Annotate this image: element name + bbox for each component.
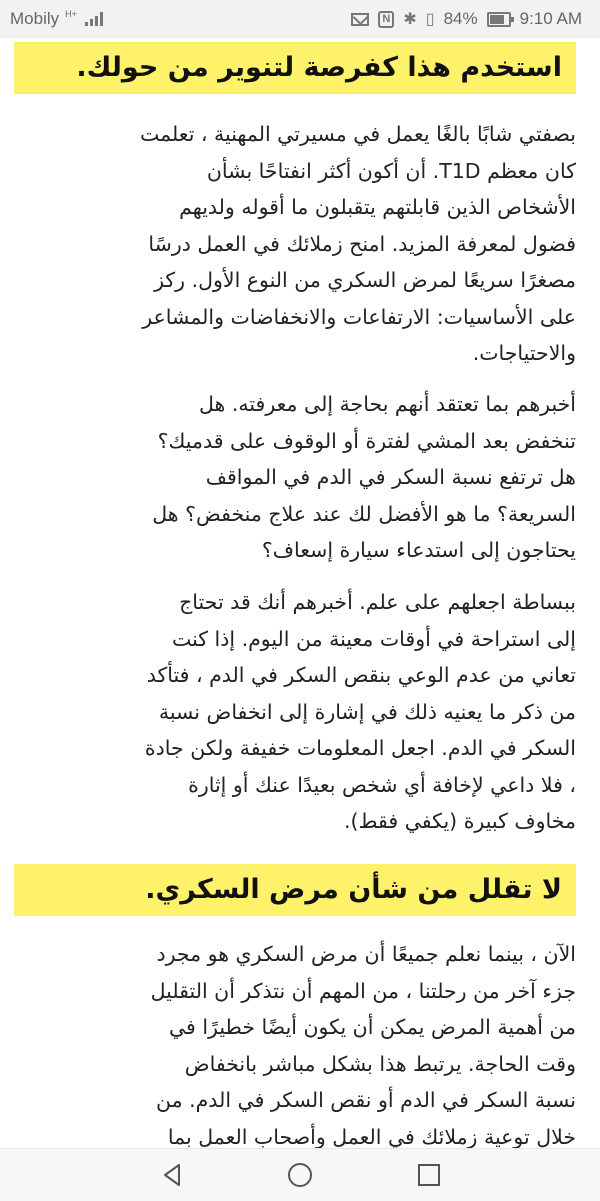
paragraph-1 — [10, 116, 576, 372]
text-line: أخبرهم بما تعتقد أنهم بحاجة إلى معرفته. هل — [198, 392, 576, 416]
text-line: مخاوف كبيرة (يكفي فقط). — [344, 809, 576, 833]
vibrate-icon: ▯ — [425, 11, 435, 28]
carrier-name: Mobily — [10, 9, 60, 28]
text-line: بصفتي شابًا بالغًا يعمل في مسيرتي المهنية ، تعلمت — [140, 122, 576, 146]
text-line: هل ترتفع نسبة السكر في الدم في المواقف — [205, 465, 576, 489]
text-line: إلى استراحة في أوقات معينة من اليوم. إذا كنت — [171, 626, 576, 651]
back-icon — [160, 1162, 186, 1188]
home-button[interactable] — [287, 1162, 313, 1188]
text-line: خلال توعية زملائك في العمل وأصحاب العمل بما — [167, 1124, 576, 1148]
status-right — [351, 9, 582, 29]
navigation-bar — [0, 1148, 600, 1201]
text-line: تعاني من عدم الوعي بنقص السكر في الدم ، فتأكد — [146, 663, 576, 687]
status-bar — [0, 0, 600, 38]
text-line: نسبة السكر في الدم أو نقص السكر في الدم. من — [156, 1088, 576, 1112]
text-line: ، فلا داعي لإخافة أي شخص بعيدًا عنك أو إثارة — [188, 772, 576, 797]
text-line: السكر في الدم. اجعل المعلومات خفيفة ولكن جادة — [144, 736, 576, 760]
back-button[interactable] — [160, 1162, 186, 1188]
email-icon — [351, 13, 369, 26]
signal-icon — [85, 12, 103, 26]
paragraph-4 — [10, 936, 576, 1148]
text-line: وقت الحاجة. يرتبط هذا بشكل مباشر بانخفاض — [184, 1051, 576, 1076]
text-line: والاحتياجات. — [472, 341, 576, 365]
article-content — [0, 38, 600, 1148]
text-line: كان معظم T1D. أن أكون أكثر انفتاحًا بشأن — [206, 158, 576, 183]
text-line: تنخفض بعد المشي لفترة أو الوقوف على قدميك؟ — [157, 428, 576, 453]
text-line: على الأساسيات: الارتفاعات والانخفاضات والمشاعر — [142, 304, 576, 329]
section-heading: لا تقلل من شأن مرض السكري. — [14, 864, 576, 916]
text-line: السريعة؟ ما هو الأفضل لك عند علاج منخفض؟ هل — [152, 501, 576, 526]
bluetooth-icon: ✱ — [403, 11, 417, 28]
section-heading: استخدم هذا كفرصة لتنوير من حولك. — [14, 42, 576, 94]
text-line: فضول لمعرفة المزيد. امنح زملائك في العمل درسًا — [148, 231, 576, 256]
network-type: H+ — [65, 8, 77, 19]
text-line: مصغرًا سريعًا لمرض السكري من النوع الأول. ركز — [154, 268, 576, 292]
text-line: من أهمية المرض يمكن أن يكون أيضًا خطيرًا في — [168, 1015, 576, 1039]
recents-button[interactable] — [416, 1162, 442, 1188]
nfc-icon: N — [378, 11, 394, 28]
text-line: من ذكر ما يعنيه ذلك في إشارة إلى انخفاض نسبة — [158, 699, 576, 724]
home-icon — [287, 1162, 313, 1188]
recents-icon — [416, 1162, 442, 1188]
text-line: الآن ، بينما نعلم جميعًا أن مرض السكري هو مجرد — [156, 942, 576, 966]
battery-icon — [487, 12, 511, 27]
text-line: يحتاجون إلى استدعاء سيارة إسعاف؟ — [261, 538, 576, 562]
battery-percent: 84% — [443, 9, 478, 28]
text-line: جزء آخر من رحلتنا ، من المهم أن نتذكر أن التقليل — [150, 978, 576, 1003]
status-left — [10, 9, 103, 29]
text-line: ببساطة اجعلهم على علم. أخبرهم أنك قد تحتاج — [179, 590, 576, 614]
clock: 9:10 AM — [519, 9, 582, 28]
paragraph-3 — [10, 584, 576, 840]
paragraph-2 — [10, 386, 576, 569]
text-line: الأشخاص الذين قابلتهم يتقبلون ما أقوله ولديهم — [179, 195, 576, 219]
